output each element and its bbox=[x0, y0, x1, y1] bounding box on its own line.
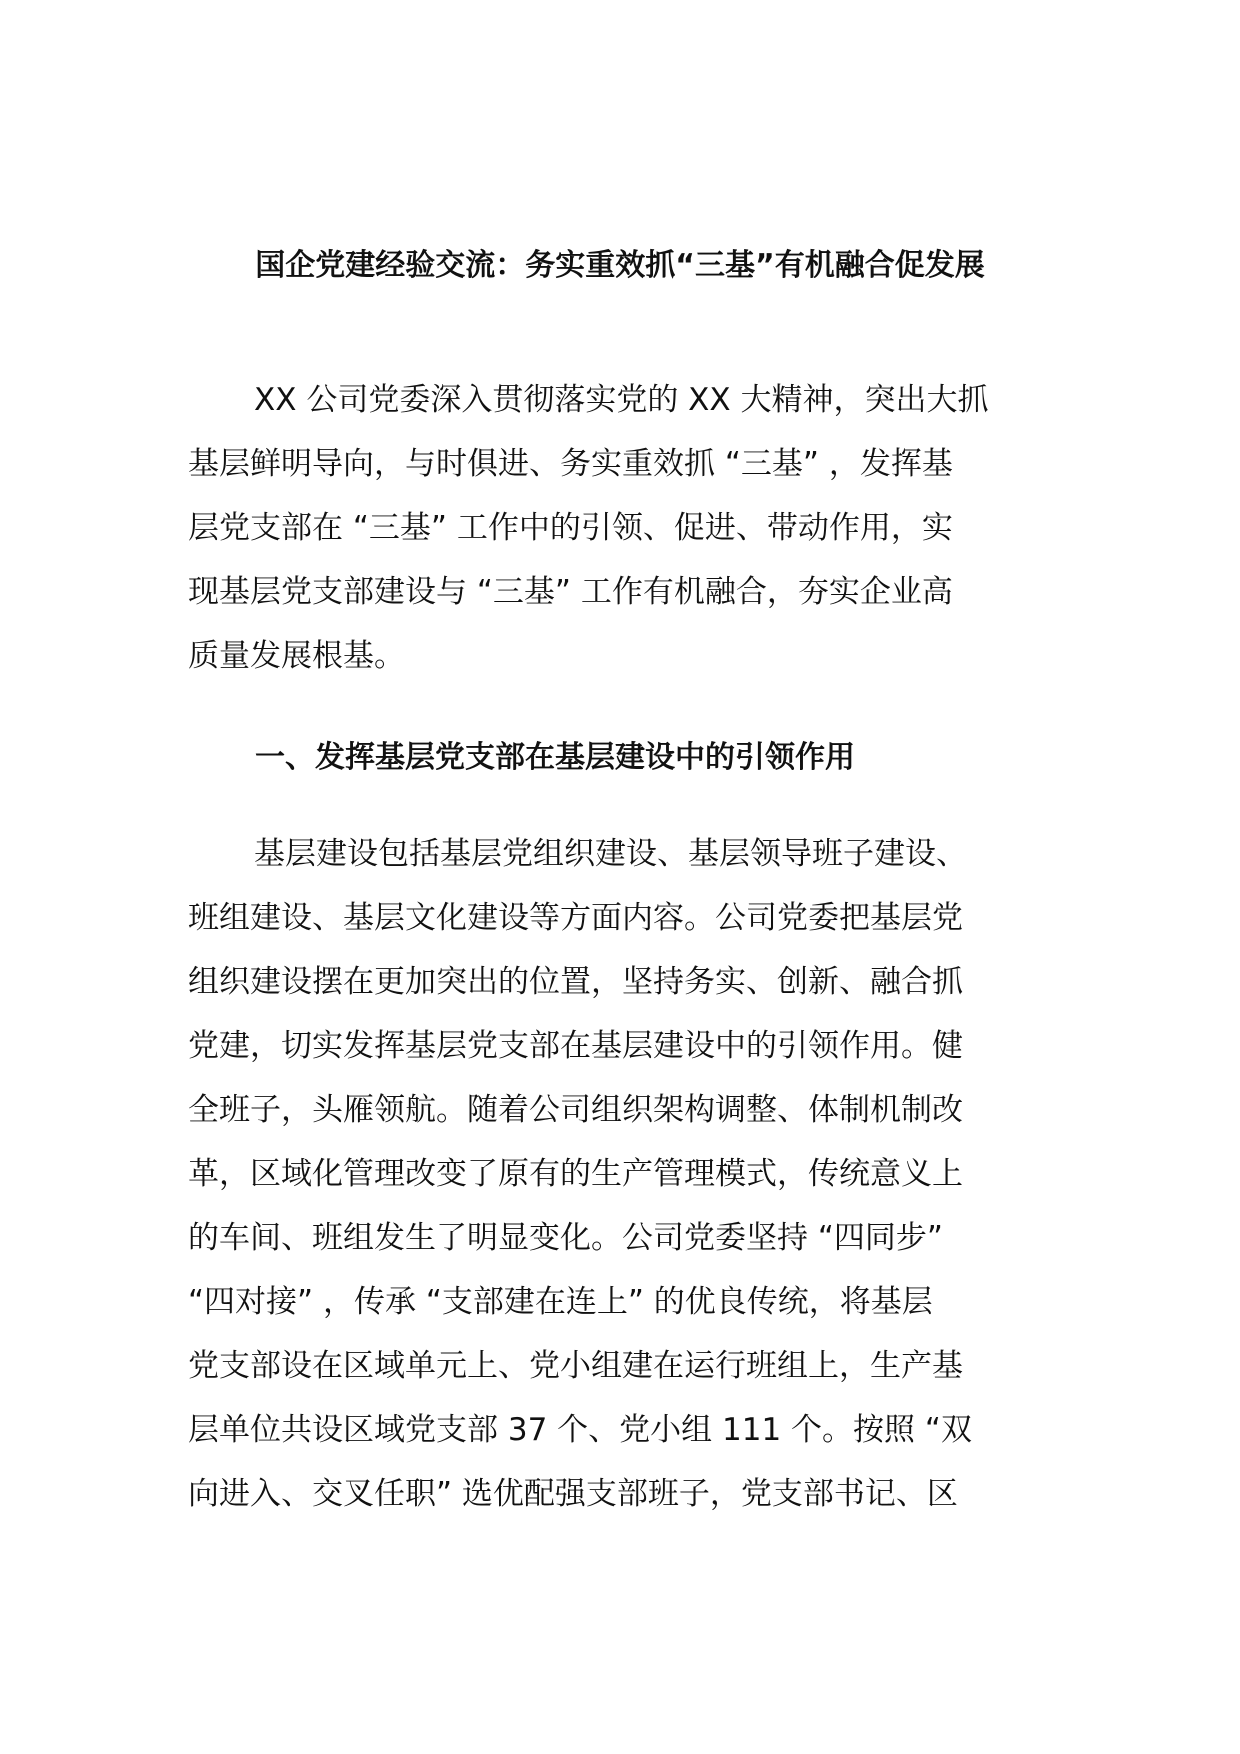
text-line: 基层建设包括基层党组织建设、基层领导班子建设、 bbox=[254, 836, 967, 872]
text-line: 层党支部在 “三基” 工作中的引领、促进、带动作用，实 bbox=[188, 510, 953, 546]
intro-paragraph bbox=[188, 368, 1068, 688]
text-line: “四对接” ，传承 “支部建在连上” 的优良传统，将基层 bbox=[188, 1284, 933, 1320]
text-line: 基层鲜明导向，与时俱进、务实重效抓 “三基” ，发挥基 bbox=[188, 446, 953, 482]
text-line: 向进入、交叉任职” 选优配强支部班子，党支部书记、区 bbox=[188, 1476, 958, 1512]
text-line: 的车间、班组发生了明显变化。公司党委坚持 “四同步” bbox=[188, 1220, 943, 1256]
text-line: 层单位共设区域党支部 37 个、党小组 111 个。按照 “双 bbox=[188, 1412, 972, 1448]
text-line: 党支部设在区域单元上、党小组建在运行班组上，生产基 bbox=[188, 1348, 963, 1384]
text-line: 班组建设、基层文化建设等方面内容。公司党委把基层党 bbox=[188, 900, 963, 936]
text-line: 组织建设摆在更加突出的位置，坚持务实、创新、融合抓 bbox=[188, 964, 963, 1000]
section-paragraph bbox=[188, 822, 1068, 1526]
document-title: 国企党建经验交流：务实重效抓“三基”有机融合促发展 bbox=[255, 248, 985, 283]
text-line: 党建，切实发挥基层党支部在基层建设中的引领作用。健 bbox=[188, 1028, 963, 1064]
text-line: XX 公司党委深入贯彻落实党的 XX 大精神，突出大抓 bbox=[254, 382, 989, 418]
text-line: 现基层党支部建设与 “三基” 工作有机融合，夯实企业高 bbox=[188, 574, 953, 610]
text-line: 质量发展根基。 bbox=[188, 638, 405, 674]
section-heading: 一、发挥基层党支部在基层建设中的引领作用 bbox=[255, 740, 855, 775]
text-line: 革，区域化管理改变了原有的生产管理模式，传统意义上 bbox=[188, 1156, 963, 1192]
text-line: 全班子，头雁领航。随着公司组织架构调整、体制机制改 bbox=[188, 1092, 963, 1128]
